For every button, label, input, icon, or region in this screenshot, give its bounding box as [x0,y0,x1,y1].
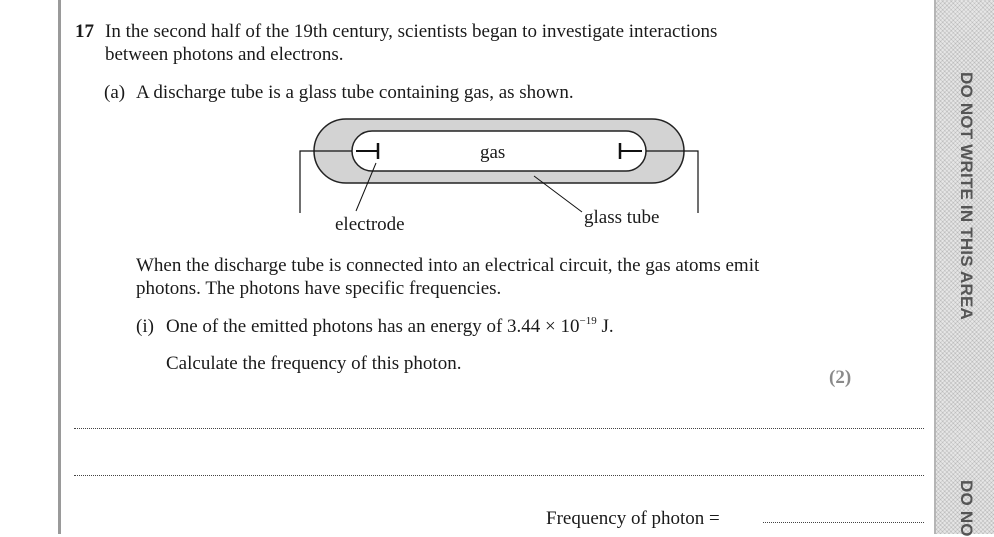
question-intro-line2: between photons and electrons. [105,44,344,65]
answer-value-line[interactable] [763,522,924,523]
part-a-text: A discharge tube is a glass tube containing gas, as shown. [136,82,574,103]
answer-line-2[interactable] [74,475,924,476]
answer-line-1[interactable] [74,428,924,429]
part-a-label: (a) [104,82,126,103]
body-para-line1: When the discharge tube is connected into an electrical circuit, the gas atoms emit [136,255,760,276]
part-i-label: (i) [136,316,154,337]
part-i-text-post: J. [596,316,614,337]
answer-label: Frequency of photon = [546,508,720,529]
part-i-text [166,315,614,338]
instruction-text: Calculate the frequency of this photon. [166,353,462,374]
marks-indicator: (2) [829,367,852,388]
label-glass-tube: glass tube [584,207,660,228]
label-gas: gas [480,142,506,163]
side-warning-text-partial: DO NO [957,480,976,537]
side-warning-text: DO NOT WRITE IN THIS AREA [957,72,976,321]
question-intro-line1: In the second half of the 19th century, scientists began to investigate interactions [105,21,718,42]
part-i-text-pre: One of the emitted photons has an energy of 3.44 × 10 [166,316,580,337]
page-margin-line [58,0,61,534]
discharge-tube-diagram [290,116,710,236]
question-number: 17 [75,21,94,42]
label-electrode: electrode [335,214,405,235]
part-i-exponent: −19 [579,315,597,327]
body-para-line2: photons. The photons have specific frequencies. [136,278,502,299]
